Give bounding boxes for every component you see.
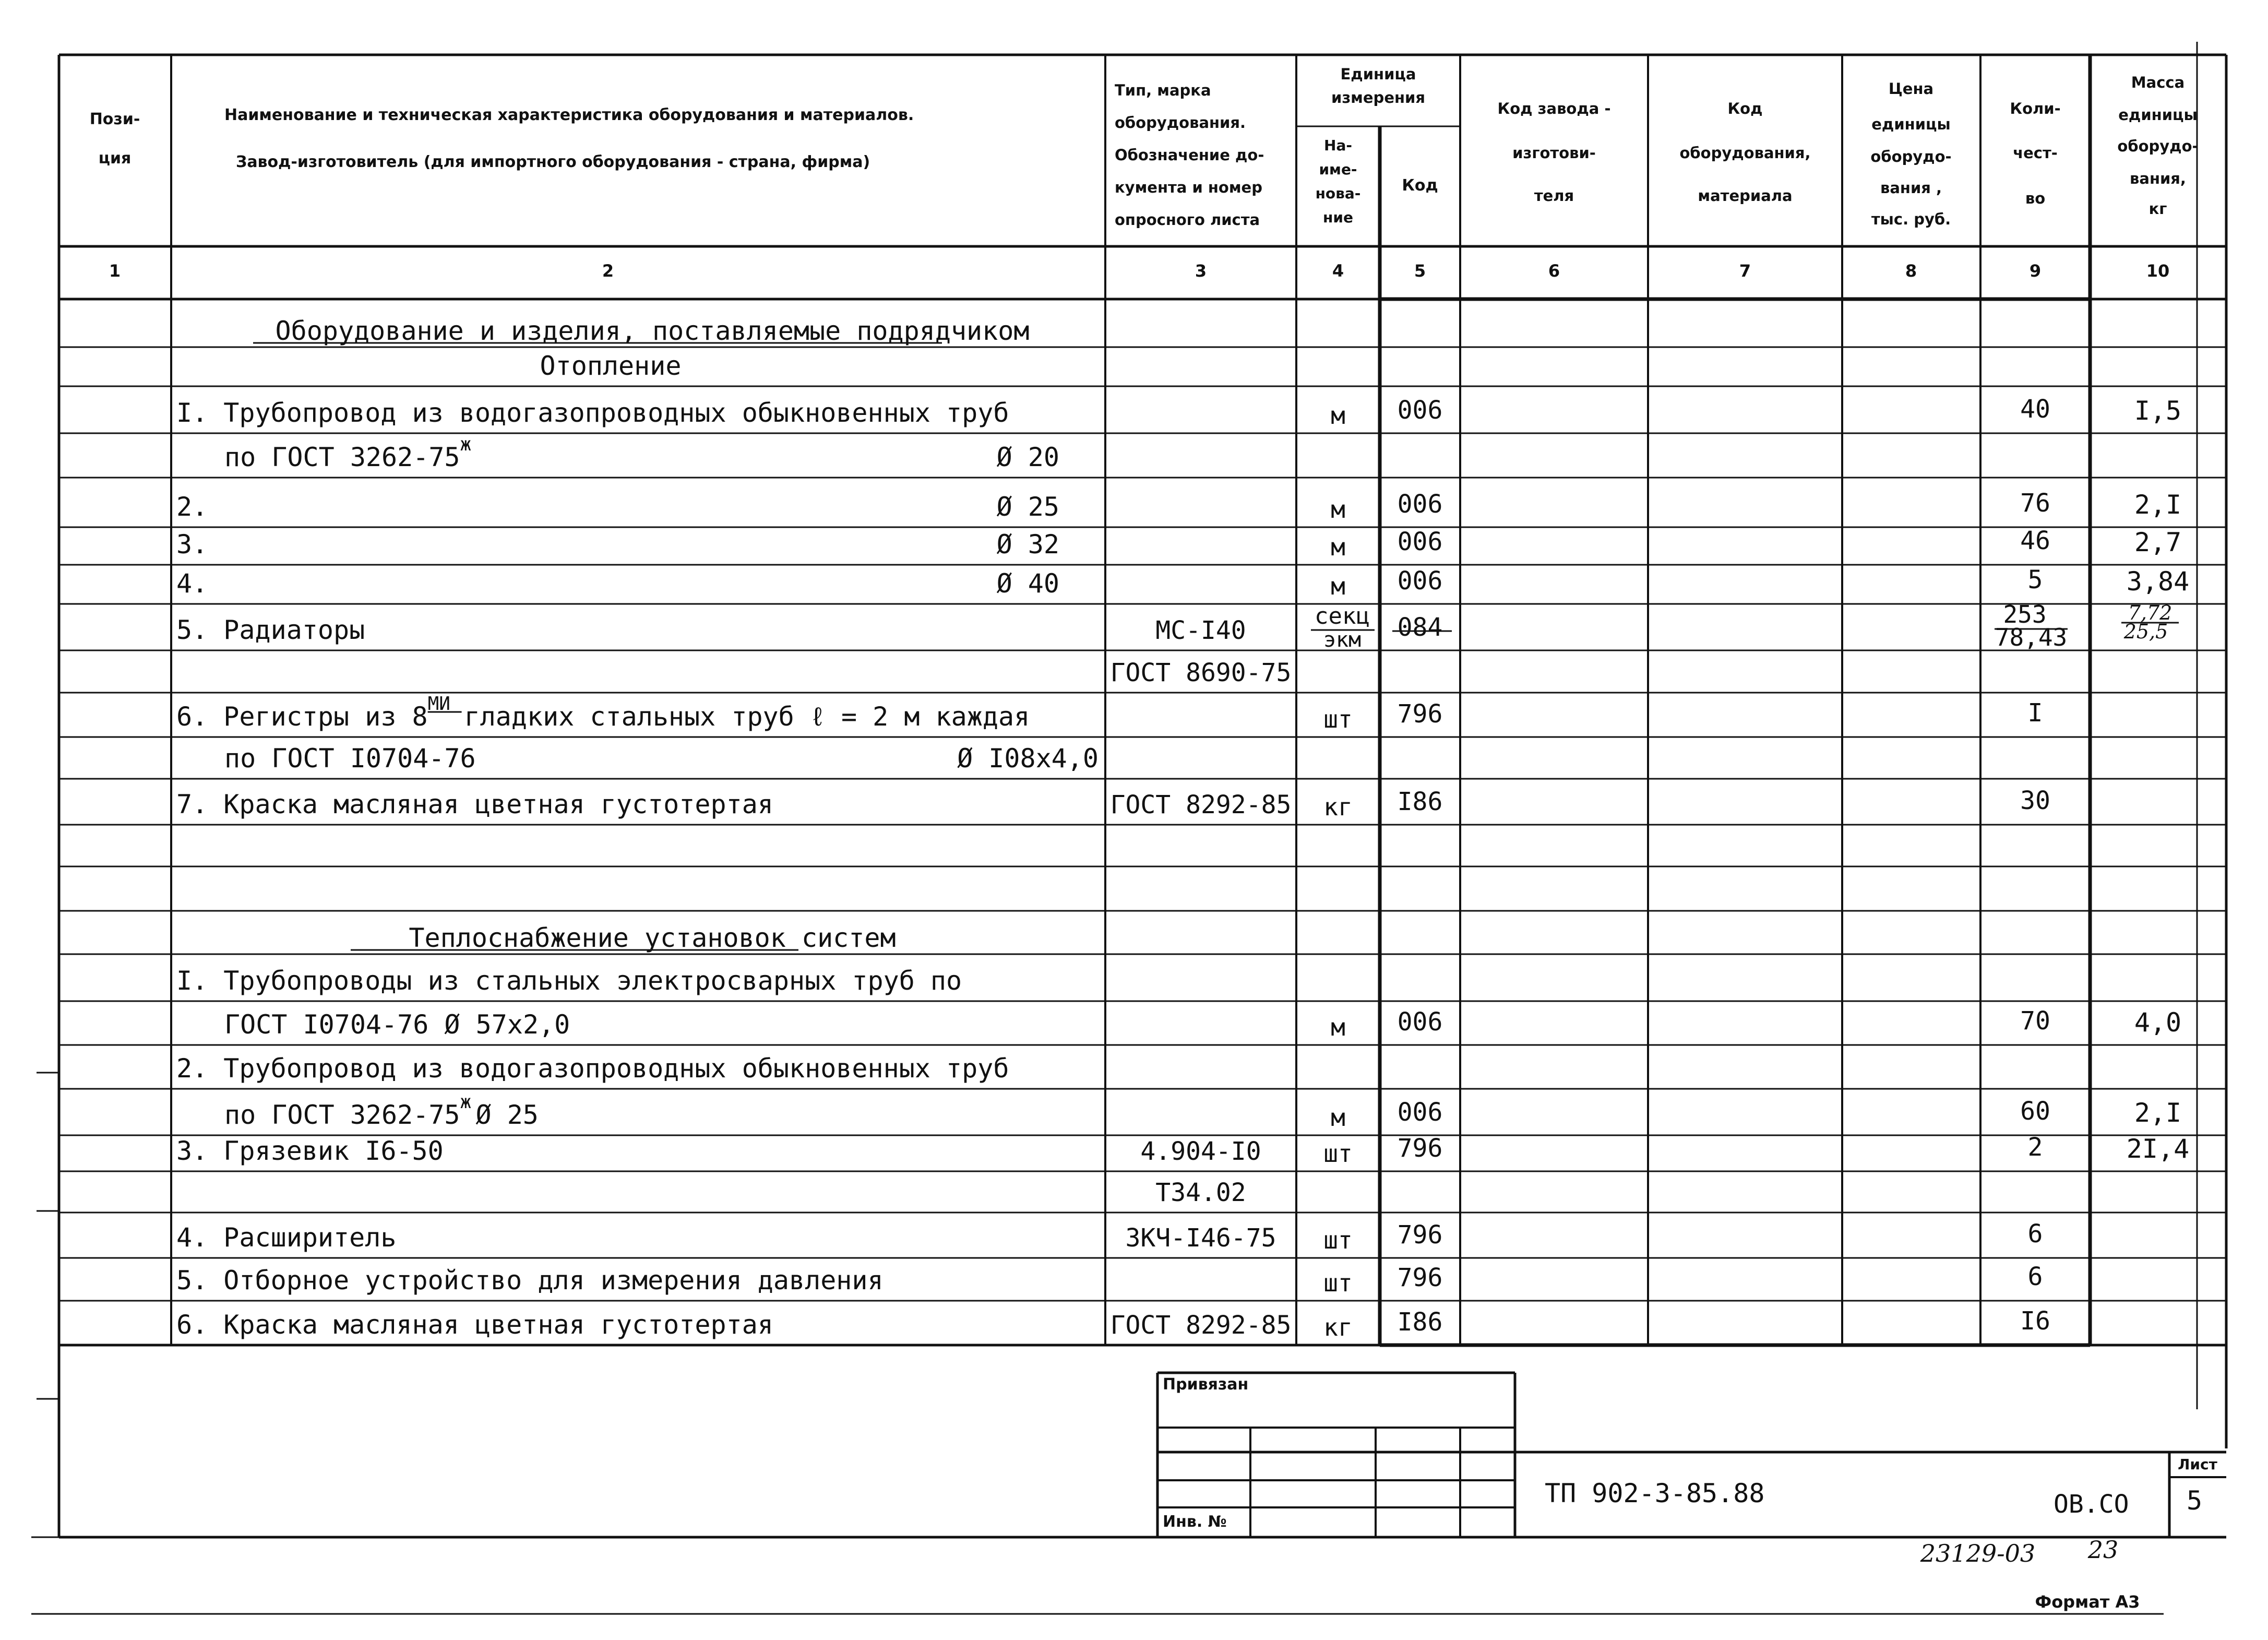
unit-name: шт — [1323, 1226, 1353, 1254]
unit-name: шт — [1323, 705, 1353, 733]
item-name: по ГОСТ 3262-75 — [224, 1100, 460, 1130]
header-cell: оборудования, — [1679, 144, 1811, 162]
item-name-tail: Ø 25 — [475, 1100, 539, 1130]
quantity: 6 — [2027, 1262, 2043, 1291]
unit-mass: 3,84 — [2126, 566, 2190, 597]
table-row — [176, 966, 962, 996]
section-code: ОВ.СО — [2054, 1490, 2129, 1519]
item-name: I. Трубопровод из водогазопроводных обыкновенных труб — [176, 398, 1009, 428]
quantity: 40 — [2020, 395, 2050, 424]
unit-name: м — [1331, 1103, 1345, 1132]
header-unit-name: На- — [1324, 137, 1352, 154]
unit-code: 006 — [1397, 1007, 1443, 1037]
table-row — [224, 1091, 2181, 1132]
header-position: Пози- — [89, 110, 140, 128]
unit-code: 006 — [1397, 1098, 1443, 1127]
table-row — [351, 923, 896, 953]
unit-code: 006 — [1397, 490, 1443, 519]
quantity: 46 — [2020, 526, 2050, 555]
header-cell: оборудо- — [1870, 148, 1952, 165]
header-cell: Код завода - — [1497, 100, 1611, 117]
unit-mass: 2,7 — [2134, 527, 2182, 557]
column-number: 2 — [602, 261, 614, 281]
page-number: 23 — [2087, 1536, 2119, 1564]
item-name: по ГОСТ I0704-76 — [224, 743, 476, 774]
table-row — [224, 1006, 2181, 1041]
header-unit: измерения — [1331, 89, 1425, 106]
header-unit-name: ние — [1323, 209, 1353, 226]
item-name: 5. Отборное устройство для измерения давления — [176, 1265, 884, 1296]
format-label: Формат А3 — [2035, 1592, 2140, 1612]
table-row — [176, 1306, 2050, 1341]
unit-name: кг — [1323, 1313, 1353, 1341]
section-title: Теплоснабжение установок систем — [409, 923, 896, 953]
document-code: ТП 902-3-85.88 — [1545, 1478, 1765, 1508]
type-mark: ГОСТ 8690-75 — [1110, 658, 1292, 687]
table-row — [253, 316, 1029, 346]
diameter: Ø 32 — [996, 529, 1059, 560]
header-cell: во — [2025, 189, 2046, 207]
diameter: Ø 20 — [996, 442, 1059, 472]
column-number: 10 — [2146, 261, 2170, 281]
header-cell: тыс. руб. — [1871, 210, 1951, 228]
quantity: 70 — [2020, 1006, 2050, 1036]
unit-code: 796 — [1397, 1220, 1443, 1250]
header-cell: оборудо- — [2117, 137, 2199, 155]
type-mark: 4.904-I0 — [1140, 1137, 1261, 1166]
archive-number: 23129-03 — [1920, 1539, 2036, 1567]
type-mark: МС-I40 — [1155, 616, 1246, 645]
table-body — [176, 316, 2189, 1341]
unit-code: 796 — [1397, 699, 1443, 729]
table-row — [176, 526, 2181, 561]
mass-bottom: 25,5 — [2123, 620, 2168, 643]
item-name-tail: гладких стальных труб ℓ = 2 м каждая — [464, 702, 1030, 732]
column-number: 8 — [1905, 261, 1917, 281]
header-name: Наименование и техническая характеристика оборудования и материалов. — [224, 106, 914, 124]
table-grid — [31, 42, 2226, 1614]
item-name: 4. Расширитель — [176, 1222, 397, 1253]
header-cell: Код — [1727, 100, 1763, 117]
column-number: 3 — [1195, 261, 1207, 281]
type-mark: ГОСТ 8292-85 — [1110, 790, 1292, 819]
superscript: ж — [460, 434, 472, 455]
quantity: 6 — [2027, 1219, 2043, 1249]
unit-code: 796 — [1397, 1263, 1443, 1292]
item-name: 3. Грязевик I6-50 — [176, 1136, 444, 1166]
header-cell: Коли- — [2010, 100, 2061, 117]
quantity-top: 253 — [2003, 600, 2047, 628]
table-row — [176, 1133, 2189, 1168]
header-type: Обозначение до- — [1115, 146, 1264, 164]
header-cell: материала — [1698, 187, 1793, 205]
item-name: ГОСТ I0704-76 Ø 57x2,0 — [224, 1009, 570, 1040]
table-row — [1111, 658, 1292, 687]
column-number: 7 — [1739, 261, 1751, 281]
column-number: 5 — [1414, 261, 1426, 281]
header-cell: вания , — [1880, 179, 1942, 197]
unit-code: 084 — [1397, 613, 1443, 642]
item-name: I. Трубопроводы из стальных электросварных труб по — [176, 966, 962, 996]
unit-name: м — [1331, 495, 1345, 524]
unit-name: м — [1331, 533, 1345, 561]
unit-name: кг — [1323, 793, 1353, 821]
item-name: 4. — [176, 568, 208, 599]
header-cell: Цена — [1888, 80, 1934, 98]
unit-code: I86 — [1397, 1308, 1443, 1337]
section-title: Отопление — [540, 351, 682, 381]
unit-code: 796 — [1397, 1134, 1443, 1163]
header-cell: единицы — [2118, 106, 2198, 124]
type-mark: ГОСТ 8292-85 — [1110, 1311, 1292, 1340]
item-name: 6. Регистры из 8 — [176, 702, 428, 732]
quantity: I — [2027, 698, 2043, 728]
item-name: 3. — [176, 529, 208, 560]
column-number: 9 — [2029, 261, 2042, 281]
unit-name: шт — [1323, 1269, 1353, 1297]
header-unit: Единица — [1340, 65, 1416, 83]
sheet-number: 5 — [2186, 1485, 2203, 1516]
header-type: Тип, марка — [1115, 81, 1211, 99]
table-row — [224, 434, 1059, 472]
table-row — [176, 395, 2181, 430]
header-cell: вания, — [2130, 170, 2186, 187]
item-name: 5. Радиаторы — [176, 615, 365, 645]
type-mark: Т34.02 — [1155, 1178, 1246, 1207]
quantity: 30 — [2020, 786, 2050, 815]
item-name: по ГОСТ 3262-75 — [224, 442, 460, 472]
unit-mass: 2I,4 — [2126, 1134, 2190, 1164]
header-type: опросного листа — [1115, 211, 1260, 229]
unit-code: 006 — [1397, 566, 1443, 596]
header-unit-code: Код — [1402, 176, 1438, 195]
column-number: 1 — [109, 261, 121, 281]
inventory-label: Инв. № — [1163, 1513, 1227, 1531]
unit-mass: I,5 — [2134, 396, 2182, 426]
unit-code: I86 — [1397, 787, 1443, 816]
table-row — [224, 743, 1099, 774]
unit-name: шт — [1323, 1139, 1353, 1168]
table-header — [90, 65, 2199, 281]
quantity-bottom: 78,43 — [1995, 623, 2068, 651]
column-number: 4 — [1332, 261, 1344, 281]
table-row — [176, 1219, 2043, 1254]
header-unit-name: име- — [1319, 161, 1357, 178]
title-block — [1163, 1375, 2218, 1612]
unit-name: м — [1331, 1013, 1345, 1041]
mass-top: 7,72 — [2128, 601, 2172, 624]
header-manufacturer: Завод-изготовитель (для импортного оборудования - страна, фирма) — [236, 153, 870, 171]
column-number: 6 — [1548, 261, 1560, 281]
superscript: ж — [460, 1091, 472, 1113]
unit-mass: 4,0 — [2134, 1007, 2182, 1038]
table-row — [176, 1053, 1009, 1084]
table-row — [1155, 1178, 1246, 1207]
quantity: 60 — [2020, 1097, 2050, 1126]
table-row — [176, 1262, 2043, 1297]
type-mark: 3КЧ-I46-75 — [1125, 1223, 1276, 1253]
unit-code: 006 — [1397, 527, 1443, 556]
quantity: I6 — [2020, 1306, 2050, 1336]
item-name: 2. — [176, 492, 208, 522]
header-cell: чест- — [2013, 144, 2058, 162]
unit-name: м — [1331, 572, 1345, 600]
table-row — [176, 489, 2181, 524]
table-row — [176, 600, 2179, 652]
unit-mass: 2,I — [2134, 1098, 2182, 1128]
quantity: 5 — [2027, 565, 2043, 595]
stamp-label: Привязан — [1163, 1375, 1249, 1394]
table-row — [540, 351, 682, 381]
header-cell: единицы — [1871, 115, 1951, 133]
quantity: 76 — [2020, 489, 2050, 518]
item-name: 7. Краска масляная цветная густотертая — [176, 789, 773, 819]
quantity: 2 — [2027, 1133, 2043, 1162]
diameter: Ø 40 — [996, 568, 1059, 599]
sheet-label: Лист — [2178, 1456, 2217, 1473]
header-cell: кг — [2148, 200, 2167, 218]
item-name: 6. Краска масляная цветная густотертая — [176, 1310, 773, 1340]
header-cell: изготови- — [1512, 144, 1596, 162]
header-position: ция — [98, 149, 132, 168]
header-type: оборудования. — [1115, 114, 1246, 132]
header-cell: Масса — [2131, 74, 2185, 91]
header-type: кумента и номер — [1115, 179, 1262, 196]
unit-mass: 2,I — [2134, 490, 2182, 520]
section-title: Оборудование и изделия, поставляемые подрядчиком — [275, 316, 1030, 346]
diameter: Ø 25 — [996, 492, 1059, 522]
unit-name: м — [1331, 401, 1345, 430]
unit-fraction-top: секц — [1315, 603, 1370, 629]
table-row — [176, 565, 2189, 600]
diameter: Ø I08x4,0 — [957, 743, 1099, 774]
header-unit-name: нова- — [1315, 185, 1361, 202]
table-row — [176, 786, 2050, 821]
header-cell: теля — [1534, 187, 1574, 205]
unit-code: 006 — [1397, 396, 1443, 425]
superscript: МИ — [427, 693, 450, 715]
item-name: 2. Трубопровод из водогазопроводных обыкновенных труб — [176, 1053, 1009, 1084]
unit-fraction-bottom: экм — [1323, 628, 1362, 652]
table-row — [176, 693, 2043, 733]
